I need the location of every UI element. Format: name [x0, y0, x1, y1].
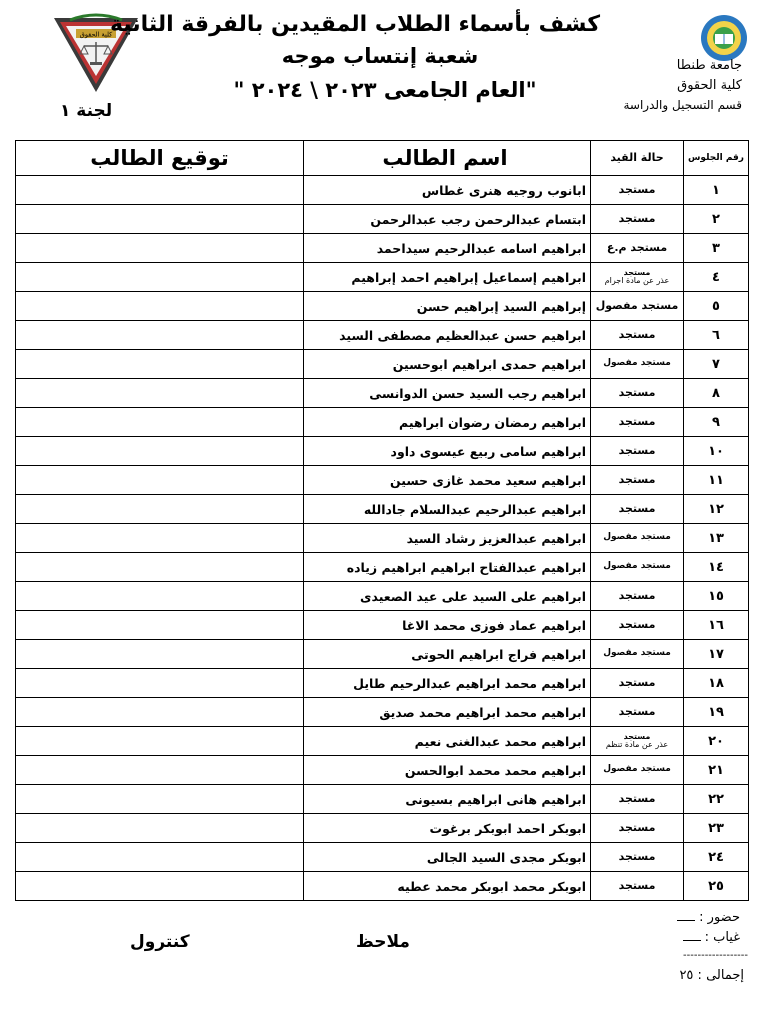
university-logo: [700, 14, 748, 62]
signature-cell[interactable]: [16, 553, 304, 582]
seat-number: ٢٣: [684, 814, 749, 843]
seat-number: ١٤: [684, 553, 749, 582]
status-text: مستجد: [618, 386, 656, 400]
signature-cell[interactable]: [16, 640, 304, 669]
table-row: [16, 669, 749, 698]
department-name: قسم التسجيل والدراسة: [623, 98, 742, 112]
student-name: ابراهيم اسامه عبدالرحيم سيداحمد: [304, 234, 591, 263]
table-row: [16, 437, 749, 466]
document-title: كشف بأسماء الطلاب المقيدين بالفرقة الثانية: [110, 12, 600, 37]
enrollment-status: [591, 843, 684, 872]
total-count: إجمالى : ٢٥: [679, 968, 744, 983]
signature-cell[interactable]: [16, 843, 304, 872]
seat-number: ٢: [684, 205, 749, 234]
status-text: مستجد: [618, 676, 656, 690]
absent-label: غياب :: [704, 930, 740, 945]
student-name: ابوبكر مجدى السيد الجالى: [304, 843, 591, 872]
signature-cell[interactable]: [16, 205, 304, 234]
header-seat-number: رقم الجلوس: [684, 141, 749, 176]
table-row: [16, 814, 749, 843]
table-row: [16, 176, 749, 205]
enrollment-status: [591, 321, 684, 350]
student-name: ابراهيم محمد ابراهيم عبدالرحيم طايل: [304, 669, 591, 698]
seat-number: ١٦: [684, 611, 749, 640]
status-text: مستجد: [618, 183, 656, 197]
student-name: ابراهيم هانى ابراهيم بسيونى: [304, 785, 591, 814]
student-name: ابراهيم حسن عبدالعظيم مصطفى السيد: [304, 321, 591, 350]
seat-number: ٤: [684, 263, 749, 292]
signature-cell[interactable]: [16, 669, 304, 698]
table-body: [16, 176, 749, 901]
signature-cell[interactable]: [16, 176, 304, 205]
table-row: [16, 263, 749, 292]
present-count: [673, 910, 740, 925]
enrollment-status: [591, 379, 684, 408]
status-text: مستجد: [618, 618, 656, 632]
status-text: مستجد: [623, 731, 651, 741]
enrollment-status: [591, 727, 684, 756]
enrollment-status: [591, 263, 684, 292]
seat-number: ٣: [684, 234, 749, 263]
student-name: ابراهيم عماد فوزى محمد الاغا: [304, 611, 591, 640]
enrollment-status: [591, 872, 684, 901]
student-name: ابانوب روجيه هنرى غطاس: [304, 176, 591, 205]
enrollment-status: [591, 524, 684, 553]
enrollment-status: [591, 466, 684, 495]
enrollment-status: [591, 553, 684, 582]
status-text: مستجد مفصول: [603, 561, 671, 572]
student-name: ابراهيم سعيد محمد غازى حسين: [304, 466, 591, 495]
division-subtitle: شعبة إنتساب موجه: [281, 44, 479, 68]
seat-number: ١٢: [684, 495, 749, 524]
student-name: ابراهيم محمد ابراهيم محمد صديق: [304, 698, 591, 727]
seat-number: ١٥: [684, 582, 749, 611]
table-row: [16, 727, 749, 756]
status-text: مستجد مفصول: [603, 764, 671, 775]
enrollment-status: [591, 611, 684, 640]
status-text: مستجد: [618, 328, 656, 342]
table-row: [16, 234, 749, 263]
status-note: عذر عن مادة تنظم: [605, 740, 669, 749]
table-row: [16, 872, 749, 901]
seat-number: ٥: [684, 292, 749, 321]
faculty-name: كلية الحقوق: [677, 78, 742, 93]
seat-number: ٢١: [684, 756, 749, 785]
signature-cell[interactable]: [16, 611, 304, 640]
observer-signature-label: ملاحظ: [356, 932, 410, 952]
status-text: مستجد: [618, 850, 656, 864]
seat-number: ١٣: [684, 524, 749, 553]
status-text: مستجد: [618, 502, 656, 516]
student-name: ابراهيم رمضان رضوان ابراهيم: [304, 408, 591, 437]
signature-cell[interactable]: [16, 524, 304, 553]
present-label: حضور :: [699, 910, 740, 925]
enrollment-status: [591, 785, 684, 814]
signature-cell[interactable]: [16, 727, 304, 756]
table-row: [16, 379, 749, 408]
seat-number: ١٠: [684, 437, 749, 466]
seat-number: ٢٥: [684, 872, 749, 901]
enrollment-status: [591, 495, 684, 524]
signature-cell[interactable]: [16, 872, 304, 901]
signature-cell[interactable]: [16, 698, 304, 727]
signature-cell[interactable]: [16, 350, 304, 379]
seat-number: ٢٤: [684, 843, 749, 872]
status-text: مستجد م.ع: [606, 241, 668, 255]
student-name: ابتسام عبدالرحمن رجب عبدالرحمن: [304, 205, 591, 234]
student-name: ابراهيم عبدالرحيم عبدالسلام جادالله: [304, 495, 591, 524]
table-row: [16, 640, 749, 669]
seat-number: ٧: [684, 350, 749, 379]
table-row: [16, 553, 749, 582]
students-table: [15, 140, 749, 901]
status-text: مستجد: [618, 821, 656, 835]
status-text: مستجد مفصول: [595, 299, 679, 313]
status-text: مستجد: [618, 415, 656, 429]
student-name: ابوبكر احمد ابوبكر برغوت: [304, 814, 591, 843]
signature-cell[interactable]: [16, 466, 304, 495]
control-signature-label: كنترول: [130, 932, 190, 952]
table-row: [16, 785, 749, 814]
seat-number: ١٨: [684, 669, 749, 698]
signature-cell[interactable]: [16, 495, 304, 524]
header-student-name: اسم الطالب: [304, 141, 591, 176]
student-name: ابراهيم حمدى ابراهيم ابوحسين: [304, 350, 591, 379]
table-row: [16, 321, 749, 350]
signature-cell[interactable]: [16, 814, 304, 843]
table-row: [16, 350, 749, 379]
present-blank: [677, 920, 695, 921]
absent-blank: [683, 940, 701, 941]
seat-number: ١٧: [684, 640, 749, 669]
table-row: [16, 698, 749, 727]
enrollment-status: [591, 698, 684, 727]
logo-left-label: كلية الحقوق: [79, 30, 113, 39]
table-row: [16, 582, 749, 611]
enrollment-status: [591, 437, 684, 466]
table-row: [16, 292, 749, 321]
enrollment-status: [591, 814, 684, 843]
student-name: ابراهيم رجب السيد حسن الدوانسى: [304, 379, 591, 408]
student-name: ابراهيم سامى ربيع عيسوى داود: [304, 437, 591, 466]
seat-number: ٩: [684, 408, 749, 437]
table-row: [16, 756, 749, 785]
signature-cell[interactable]: [16, 785, 304, 814]
seat-number: ٢٢: [684, 785, 749, 814]
status-text: مستجد: [618, 879, 656, 893]
status-text: مستجد مفصول: [603, 358, 671, 369]
signature-cell[interactable]: [16, 321, 304, 350]
header-signature: توقيع الطالب: [16, 141, 304, 176]
academic-year: "العام الجامعى ٢٠٢٣ \ ٢٠٢٤ ": [233, 78, 537, 102]
enrollment-status: [591, 582, 684, 611]
enrollment-status: [591, 669, 684, 698]
signature-cell[interactable]: [16, 756, 304, 785]
status-text: مستجد: [618, 444, 656, 458]
signature-cell[interactable]: [16, 292, 304, 321]
student-name: ابراهيم على السيد على عيد الصعيدى: [304, 582, 591, 611]
table-row: [16, 205, 749, 234]
seat-number: ٦: [684, 321, 749, 350]
status-text: مستجد مفصول: [603, 532, 671, 543]
signature-cell[interactable]: [16, 408, 304, 437]
enrollment-status: [591, 205, 684, 234]
seat-number: ٢٠: [684, 727, 749, 756]
student-name: ابراهيم عبدالعزيز رشاد السيد: [304, 524, 591, 553]
header-status: حالة القيد: [591, 141, 684, 176]
enrollment-status: [591, 756, 684, 785]
seat-number: ٨: [684, 379, 749, 408]
table-row: [16, 495, 749, 524]
signature-cell[interactable]: [16, 437, 304, 466]
signature-cell[interactable]: [16, 263, 304, 292]
status-text: مستجد: [618, 705, 656, 719]
signature-cell[interactable]: [16, 234, 304, 263]
enrollment-status: [591, 292, 684, 321]
student-name: ابراهيم إسماعيل إبراهيم احمد إبراهيم: [304, 263, 591, 292]
enrollment-status: [591, 350, 684, 379]
seat-number: ١: [684, 176, 749, 205]
enrollment-status: [591, 234, 684, 263]
student-name: ابراهيم عبدالفتاح ابراهيم ابراهيم زياده: [304, 553, 591, 582]
student-name: إبراهيم السيد إبراهيم حسن: [304, 292, 591, 321]
enrollment-status: [591, 640, 684, 669]
committee-label: لجنة ١: [60, 101, 113, 121]
status-text: مستجد: [623, 267, 651, 277]
table-row: [16, 611, 749, 640]
student-name: ابراهيم محمد محمد ابوالحسن: [304, 756, 591, 785]
status-text: مستجد: [618, 792, 656, 806]
student-name: ابوبكر محمد ابوبكر محمد عطيه: [304, 872, 591, 901]
enrollment-status: [591, 176, 684, 205]
status-note: عذر عن مادة اجرام: [604, 276, 670, 285]
status-text: مستجد: [618, 589, 656, 603]
status-text: مستجد مفصول: [603, 648, 671, 659]
footer-separator: ------------------: [683, 950, 748, 961]
university-name: جامعة طنطا: [676, 58, 742, 73]
table-row: [16, 408, 749, 437]
student-name: ابراهيم فراج ابراهيم الحوتى: [304, 640, 591, 669]
signature-cell[interactable]: [16, 379, 304, 408]
student-name: ابراهيم محمد عبدالغنى نعيم: [304, 727, 591, 756]
status-text: مستجد: [618, 212, 656, 226]
table-row: [16, 466, 749, 495]
absent-count: [679, 930, 740, 945]
enrollment-status: [591, 408, 684, 437]
status-text: مستجد: [618, 473, 656, 487]
signature-cell[interactable]: [16, 582, 304, 611]
table-row: [16, 843, 749, 872]
seat-number: ١٩: [684, 698, 749, 727]
seat-number: ١١: [684, 466, 749, 495]
table-header-row: [16, 141, 749, 176]
table-row: [16, 524, 749, 553]
